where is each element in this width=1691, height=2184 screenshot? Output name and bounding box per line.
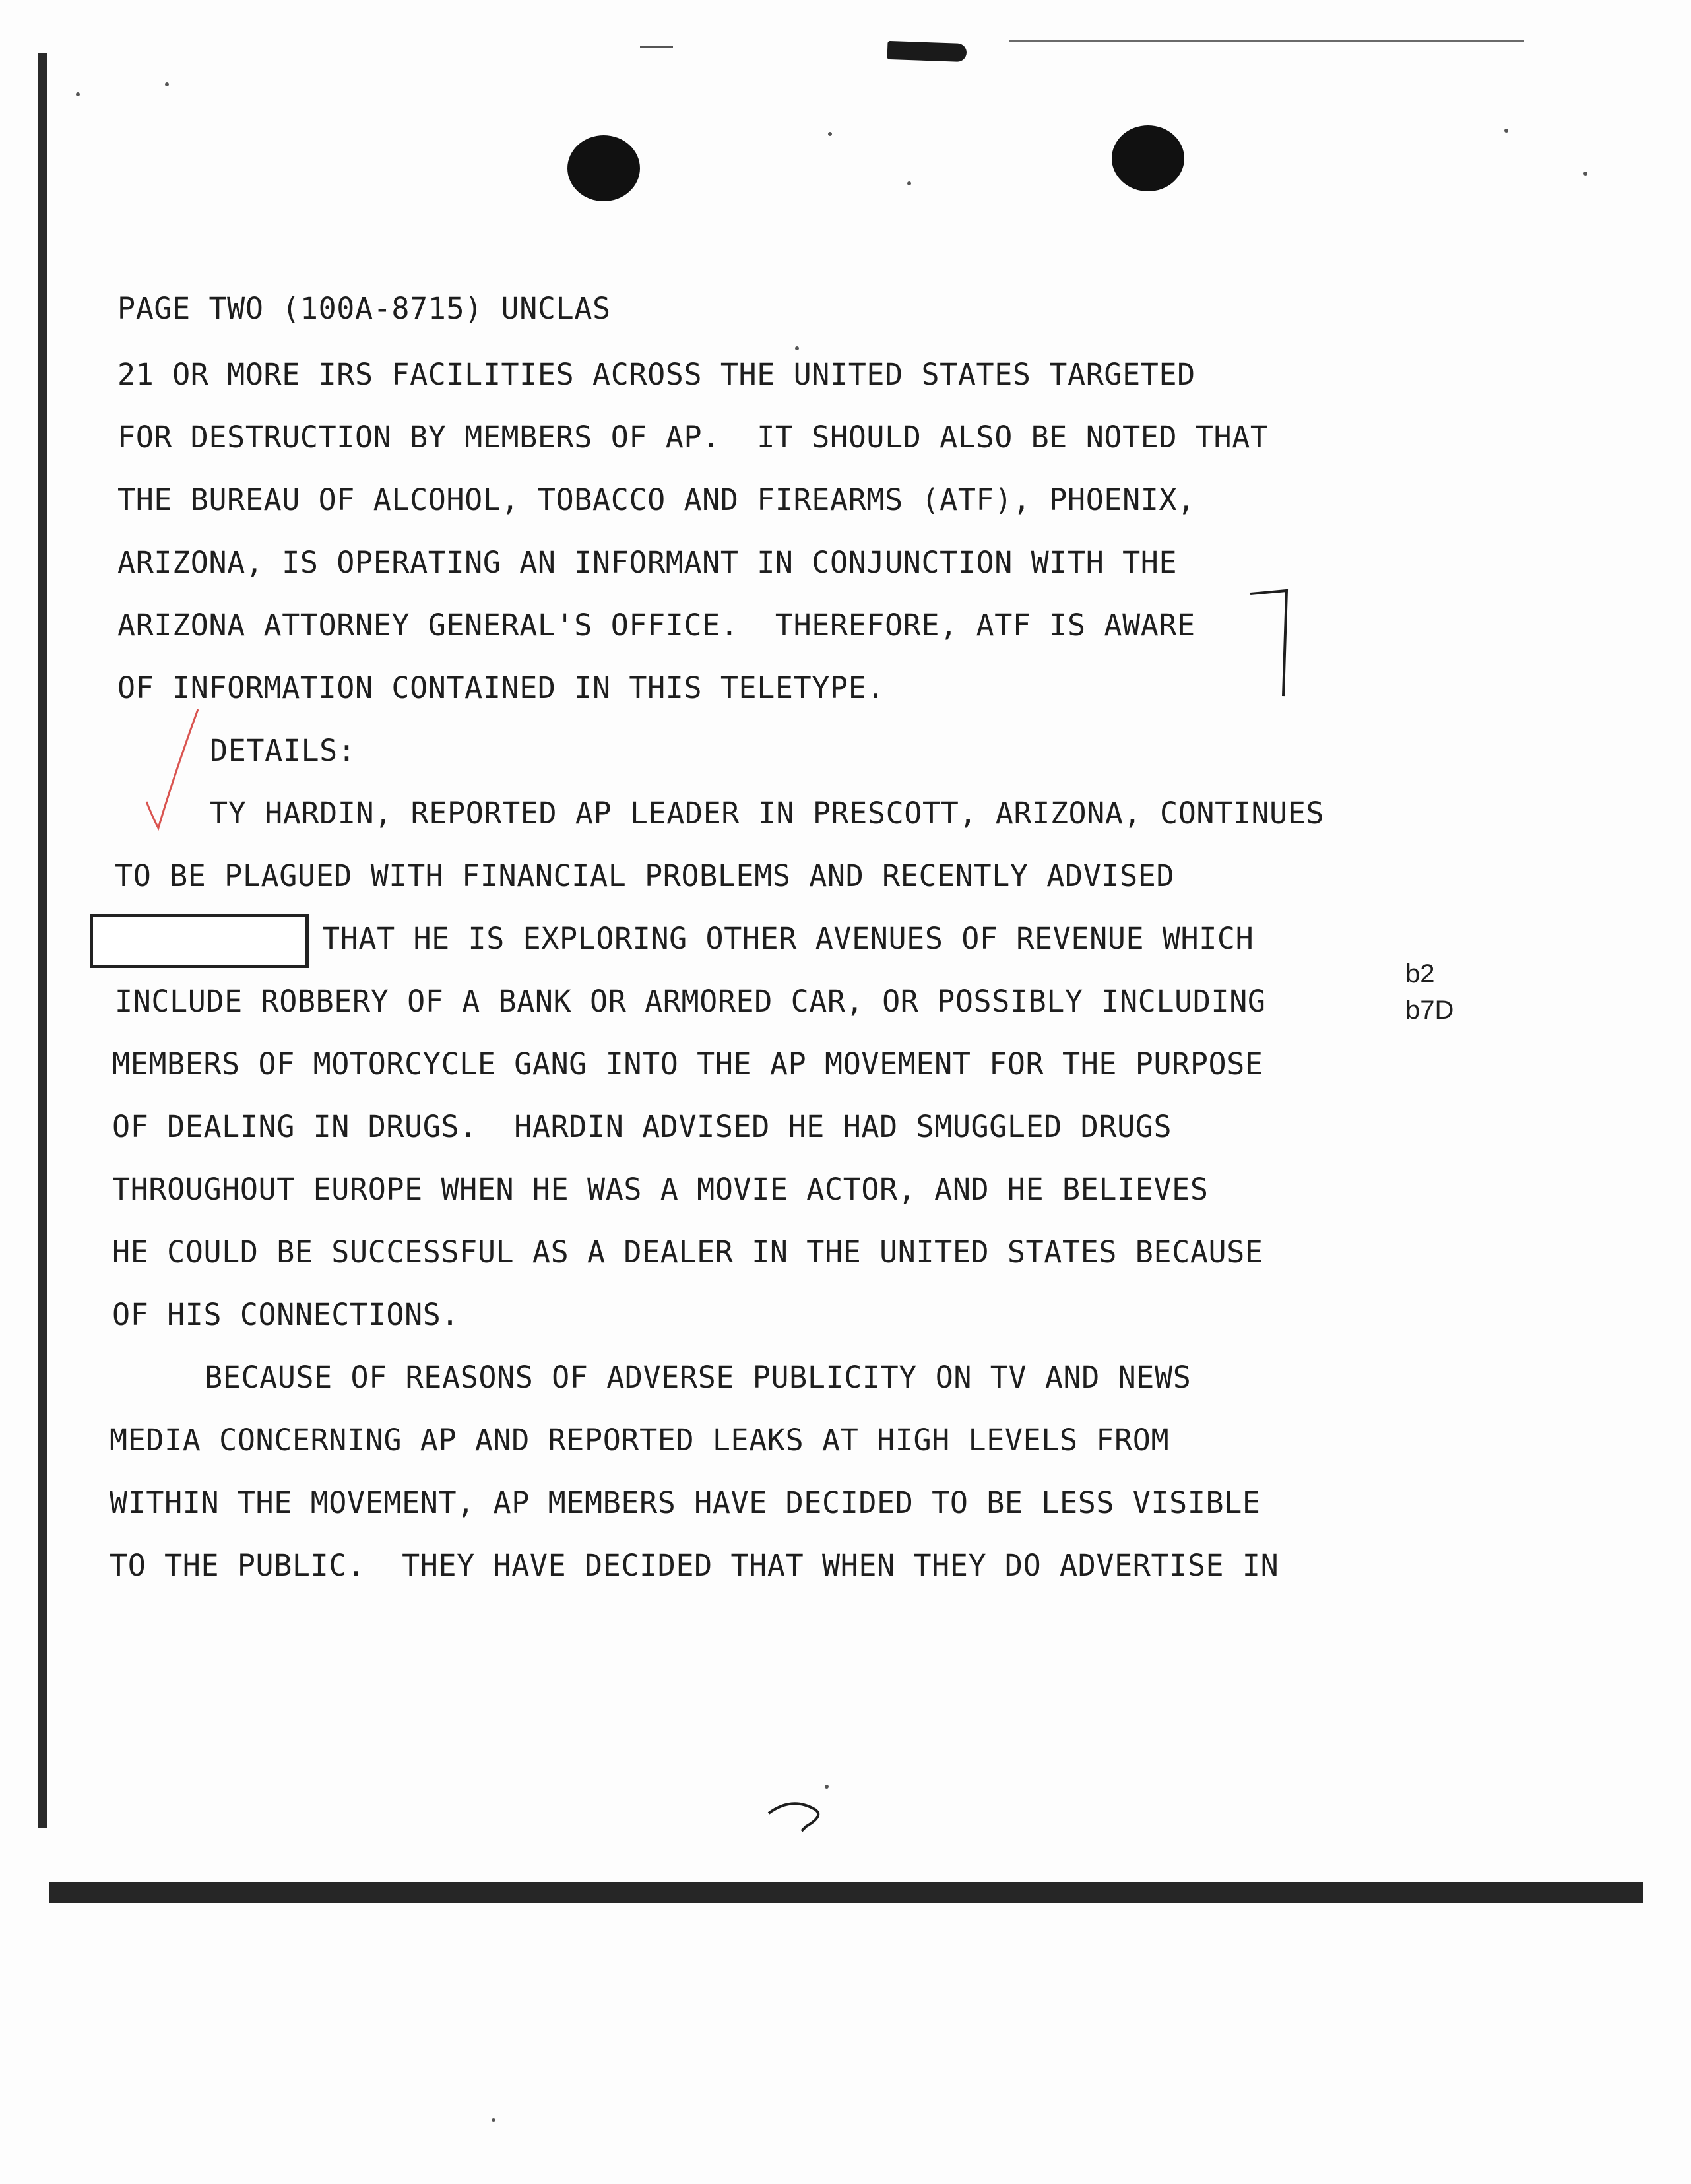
text-line: MEDIA CONCERNING AP AND REPORTED LEAKS AT HIGH LEVELS FROM	[110, 1423, 1170, 1458]
details-heading: DETAILS:	[210, 733, 356, 768]
check-mark-icon	[146, 709, 198, 828]
text-line: FOR DESTRUCTION BY MEMBERS OF AP. IT SHOULD ALSO BE NOTED THAT	[117, 420, 1269, 455]
exemption-code-b2: b2	[1405, 959, 1435, 988]
text-line: TY HARDIN, REPORTED AP LEADER IN PRESCOTT, ARIZONA, CONTINUES	[210, 796, 1325, 831]
text-line: THAT HE IS EXPLORING OTHER AVENUES OF REVENUE WHICH	[322, 921, 1254, 956]
text-line: WITHIN THE MOVEMENT, AP MEMBERS HAVE DECIDED TO BE LESS VISIBLE	[110, 1485, 1261, 1520]
handwritten-page-number	[769, 1803, 818, 1831]
text-line: OF INFORMATION CONTAINED IN THIS TELETYPE.	[117, 670, 885, 705]
page-header: PAGE TWO (100A-8715) UNCLAS	[117, 291, 611, 326]
text-line: MEMBERS OF MOTORCYCLE GANG INTO THE AP MOVEMENT FOR THE PURPOSE	[112, 1046, 1263, 1081]
exemption-code-b7d: b7D	[1405, 996, 1454, 1025]
text-line: TO THE PUBLIC. THEY HAVE DECIDED THAT WHEN THEY DO ADVERTISE IN	[110, 1548, 1279, 1583]
text-line: THE BUREAU OF ALCOHOL, TOBACCO AND FIREARMS (ATF), PHOENIX,	[117, 482, 1196, 517]
text-line: THROUGHOUT EUROPE WHEN HE WAS A MOVIE ACTOR, AND HE BELIEVES	[112, 1172, 1209, 1207]
handwritten-bracket	[1250, 591, 1287, 696]
text-line: BECAUSE OF REASONS OF ADVERSE PUBLICITY ON TV AND NEWS	[205, 1360, 1192, 1395]
text-line: HE COULD BE SUCCESSFUL AS A DEALER IN THE UNITED STATES BECAUSE	[112, 1235, 1263, 1269]
text-line: INCLUDE ROBBERY OF A BANK OR ARMORED CAR, OR POSSIBLY INCLUDING	[115, 984, 1266, 1019]
text-line: TO BE PLAGUED WITH FINANCIAL PROBLEMS AND RECENTLY ADVISED	[115, 858, 1175, 893]
text-line: OF HIS CONNECTIONS.	[112, 1297, 460, 1332]
text-line: OF DEALING IN DRUGS. HARDIN ADVISED HE HAD SMUGGLED DRUGS	[112, 1109, 1172, 1144]
text-line: ARIZONA, IS OPERATING AN INFORMANT IN CONJUNCTION WITH THE	[117, 545, 1178, 580]
text-line: 21 OR MORE IRS FACILITIES ACROSS THE UNITED STATES TARGETED	[117, 357, 1196, 392]
text-line: ARIZONA ATTORNEY GENERAL'S OFFICE. THEREFORE, ATF IS AWARE	[117, 608, 1196, 643]
